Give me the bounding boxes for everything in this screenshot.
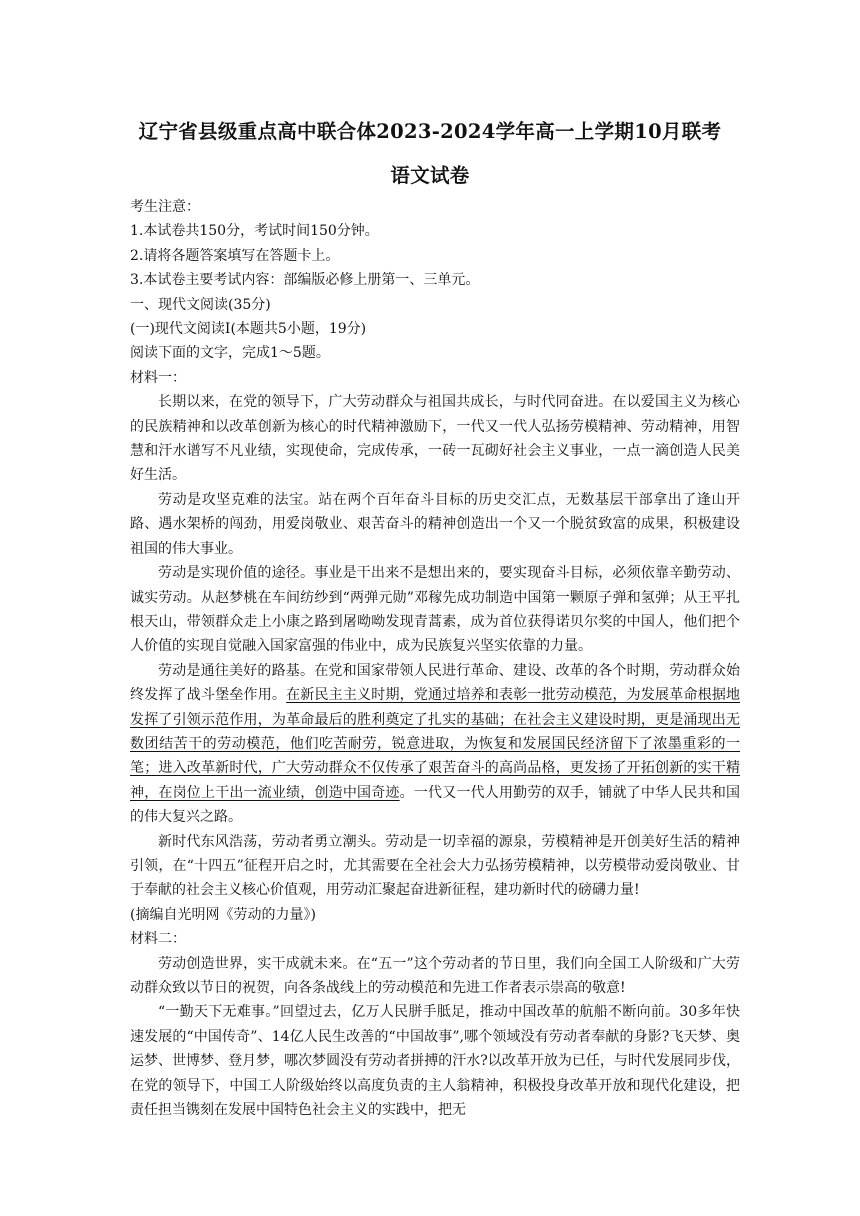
exam-body xyxy=(130,195,740,1122)
paragraph-4-tail: 。一代又一代人用勤劳的双手，铺就了中华人民共和国的伟大复兴之路。 xyxy=(130,784,741,826)
notice-item: 1.本试卷共150分，考试时间150分钟。 xyxy=(130,223,379,240)
material2-paragraph-1: 劳动创造世界，实干成就未来。在“五一”这个劳动者的节日里，我们向全国工人阶级和广大劳动群众致以节日的祝贺，向各条战线上的劳动模范和先进工作者表示崇高的敬意! xyxy=(130,955,740,996)
underlined-passage: 在新民主主义时期，党通过培养和表彰一批劳动模范，为发展革命根据地发挥了引领示范作用，为革命最后的胜利奠定了扎实的基础；在社会主义建设时期，更是涌现出无数团结苦干的劳动模范，他们吃苦耐劳，锐意进取，为恢复和发展国民经济留下了浓墨重彩的一笔；进入改革新时代，广大劳动群众不仅传承了艰苦奋斗的高尚品格，更发扬了开拓创新的实干精神，在岗位上干出一流业绩，创造中国奇迹 xyxy=(130,687,741,801)
paragraph-4-intro: 劳动是通往美好的路基。在党和国家带领人民进行革命、建设、改革的各个时期，劳动群众始终发挥了战斗堡垒作用。 xyxy=(130,662,740,704)
material2-label: 材料二： xyxy=(130,931,186,948)
material1-paragraph-2: 劳动是攻坚克难的法宝。站在两个百年奋斗目标的历史交汇点，无数基层干部拿出了逢山开路、遇水架桥的闯劲，用爱岗敬业、艰苦奋斗的精神创造出一个又一个脱贫致富的成果，积极建设祖国的伟大事业。 xyxy=(130,491,740,557)
material1-paragraph-4 xyxy=(130,659,740,830)
exam-title: 辽宁省县级重点高中联合体2023-2024学年高一上学期10月联考 xyxy=(138,120,722,143)
exam-subtitle: 语文试卷 xyxy=(390,164,470,187)
material1-paragraph-5: 新时代东风浩荡，劳动者勇立潮头。劳动是一切幸福的源泉，劳模精神是开创美好生活的精神引领，在“十四五”征程开启之时，尤其需要在全社会大力弘扬劳模精神，以劳模带动爱岗敬业、甘于奉献的社会主义核心价值观，用劳动汇聚起奋进新征程，建功新时代的磅礴力量! xyxy=(130,833,740,899)
section-heading: 一、现代文阅读(35分) xyxy=(130,296,271,313)
notice-item: 2.请将各题答案填写在答题卡上。 xyxy=(130,247,340,264)
material1-label: 材料一： xyxy=(130,369,186,386)
material1-paragraph-1: 长期以来，在党的领导下，广大劳动群众与祖国共成长，与时代同奋进。在以爱国主义为核心的民族精神和以改革创新为核心的时代精神激励下，一代又一代人弘扬劳模精神、劳动精神，用智慧和汗水谱写不凡业绩，实现使命，完成传承，一砖一瓦砌好社会主义事业，一点一滴创造人民美好生活。 xyxy=(130,394,740,484)
reading-instruction: 阅读下面的文字，完成1～5题。 xyxy=(130,345,330,362)
section-sub-heading: (一)现代文阅读Ⅰ(本题共5小题，19分) xyxy=(130,321,367,338)
material1-paragraph-3: 劳动是实现价值的途径。事业是干出来不是想出来的，要实现奋斗目标，必须依靠辛勤劳动、诚实劳动。从赵梦桃在车间纺纱到“两弹元勋”邓稼先成功制造中国第一颗原子弹和氢弹；从王平扎根天山，带领群众走上小康之路到屠呦呦发现青蒿素，成为首位获得诺贝尔奖的中国人，他们把个人价值的实现自觉融入国家富强的伟业中，成为民族复兴坚实依靠的力量。 xyxy=(130,565,740,655)
notice-item: 3.本试卷主要考试内容：部编版必修上册第一、三单元。 xyxy=(130,272,480,289)
notice-heading: 考生注意： xyxy=(130,199,200,215)
material2-paragraph-2: “一勤天下无难事。”回望过去，亿万人民胼手胝足，推动中国改革的航船不断向前。30多年快速发展的“中国传奇”、14亿人民生改善的“中国故事”,哪个领域没有劳动者奉献的身影?飞天梦、奥运梦、世博梦、登月梦，哪次梦圆没有劳动者拼搏的汗水?以改革开放为已任，与时代发展同步伐，在党的领导下，中国工人阶级始终以高度负责的主人翁精神，积极投身改革开放和现代化建设，把责任担当镌刻在发展中国特色社会主义的实践中，把无 xyxy=(130,1004,740,1119)
material1-source: (摘编自光明网《劳动的力量》) xyxy=(130,906,316,923)
